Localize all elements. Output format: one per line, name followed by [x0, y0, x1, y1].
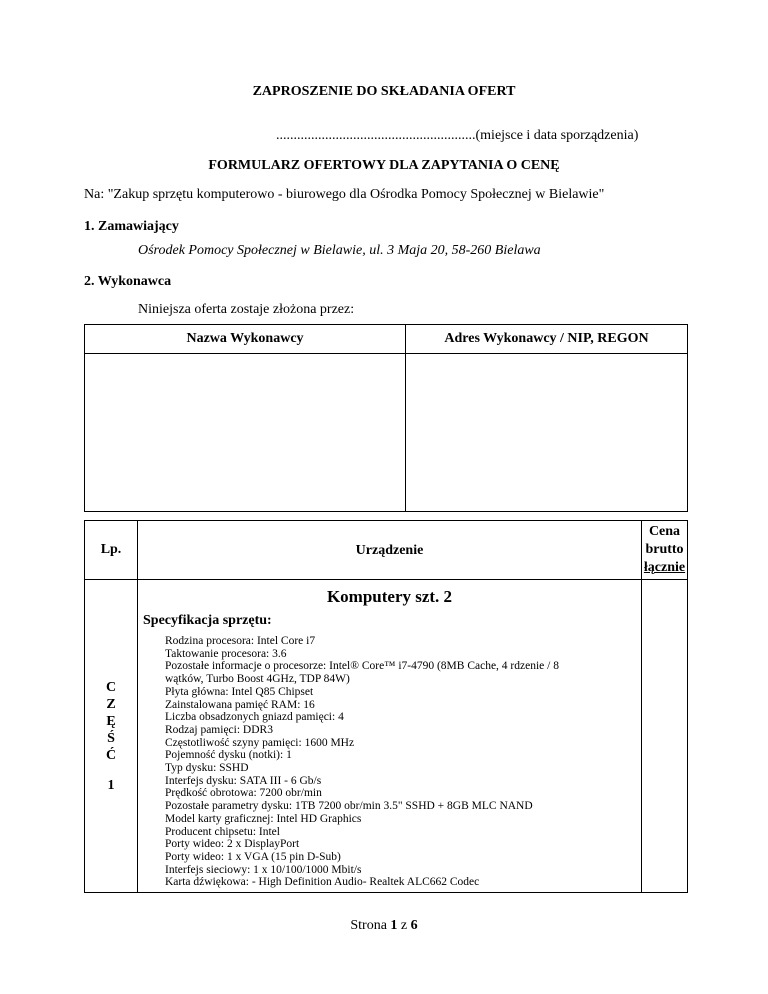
document-title: ZAPROSZENIE DO SKŁADANIA OFERT — [252, 84, 516, 99]
spec-line: Typ dysku: SSHD — [165, 762, 249, 775]
spec-line: Karta dźwiękowa: - High Definition Audio- Realtek ALC662 Codec — [165, 876, 480, 889]
spec-line: Pozostałe parametry dysku: 1TB 7200 obr/min 3.5" SSHD + 8GB MLC NAND — [165, 800, 533, 813]
part-label — [86, 679, 136, 764]
contractor-name-cell[interactable] — [85, 354, 406, 512]
section-1-heading: 1. Zamawiający — [84, 219, 179, 234]
current-page: 1 — [390, 918, 398, 933]
ordering-party: Ośrodek Pomocy Społecznej w Bielawie, ul. 3 Maja 20, 58-260 Bielawa — [138, 243, 541, 258]
group-title: Komputery szt. 2 — [326, 587, 453, 606]
price-header — [642, 521, 688, 580]
spec-list — [165, 635, 640, 889]
spec-line: Porty wideo: 2 x DisplayPort — [165, 838, 300, 851]
part-letter: Ę — [106, 713, 116, 729]
price-header-line-1: Cena — [648, 524, 681, 539]
footer-prefix: Strona — [350, 918, 391, 933]
spec-line: Prędkość obrotowa: 7200 obr/min — [165, 787, 322, 800]
spec-line: Porty wideo: 1 x VGA (15 pin D-Sub) — [165, 850, 341, 863]
spec-line: Pojemność dysku (notki): 1 — [165, 749, 292, 762]
section-2-heading: 2. Wykonawca — [84, 274, 172, 289]
spec-line: Płyta główna: Intel Q85 Chipset — [165, 685, 314, 698]
spec-line: Rodzaj pamięci: DDR3 — [165, 723, 273, 736]
subject-line: Na: "Zakup sprzętu komputerowo - biurowego dla Ośrodka Pomocy Społecznej w Bielawie" — [84, 187, 605, 202]
contractor-intro: Niniejsza oferta zostaje złożona przez: — [138, 302, 355, 317]
spec-line: Interfejs sieciowy: 1 x 10/100/1000 Mbit/s — [165, 863, 362, 876]
spec-title: Specyfikacja sprzętu: — [143, 613, 272, 628]
place-date-line: .........................................................(miejsce i data sporządzenia) — [276, 128, 639, 143]
part-letter: Ś — [107, 730, 115, 746]
device-header — [138, 521, 642, 580]
part-number: 1 — [107, 777, 115, 793]
spec-line: Model karty graficznej: Intel HD Graphics — [165, 812, 362, 825]
lp-header: Lp. — [85, 521, 138, 580]
device-spec-cell — [138, 580, 642, 893]
part-letter: Z — [106, 696, 116, 712]
spec-line: wątków, Turbo Boost 4GHz, TDP 84W) — [165, 673, 350, 686]
part-cell — [85, 580, 138, 893]
contractor-name-header: Nazwa Wykonawcy — [85, 325, 406, 354]
price-cell[interactable] — [642, 580, 688, 893]
spec-line: Pozostałe informacje o procesorze: Intel® Core™ i7-4790 (8MB Cache, 4 rdzenie / 8 — [165, 660, 559, 673]
form-title: FORMULARZ OFERTOWY DLA ZAPYTANIA O CENĘ — [208, 158, 560, 173]
spec-line: Liczba obsadzonych gniazd pamięci: 4 — [165, 711, 344, 724]
contractor-table — [84, 324, 688, 512]
price-header-line-2: brutto — [645, 542, 684, 557]
footer-middle: z — [397, 918, 411, 933]
spec-line: Rodzina procesora: Intel Core i7 — [165, 635, 316, 647]
part-letter: Ć — [105, 747, 117, 763]
page-footer — [0, 918, 768, 934]
spec-line: Interfejs dysku: SATA III - 6 Gb/s — [165, 774, 322, 787]
total-pages: 6 — [410, 918, 418, 933]
price-header-line-3: łącznie — [643, 560, 686, 575]
spec-line: Producent chipsetu: Intel — [165, 825, 280, 838]
contractor-address-header: Adres Wykonawcy / NIP, REGON — [406, 325, 688, 354]
spec-line: Zainstalowana pamięć RAM: 16 — [165, 698, 315, 711]
contractor-address-cell[interactable] — [406, 354, 688, 512]
device-header-label: Urządzenie — [355, 542, 424, 558]
spec-line: Częstotliwość szyny pamięci: 1600 MHz — [165, 736, 355, 749]
items-table — [84, 520, 688, 893]
part-letter: C — [105, 679, 117, 695]
spec-line: Taktowanie procesora: 3.6 — [165, 647, 287, 660]
